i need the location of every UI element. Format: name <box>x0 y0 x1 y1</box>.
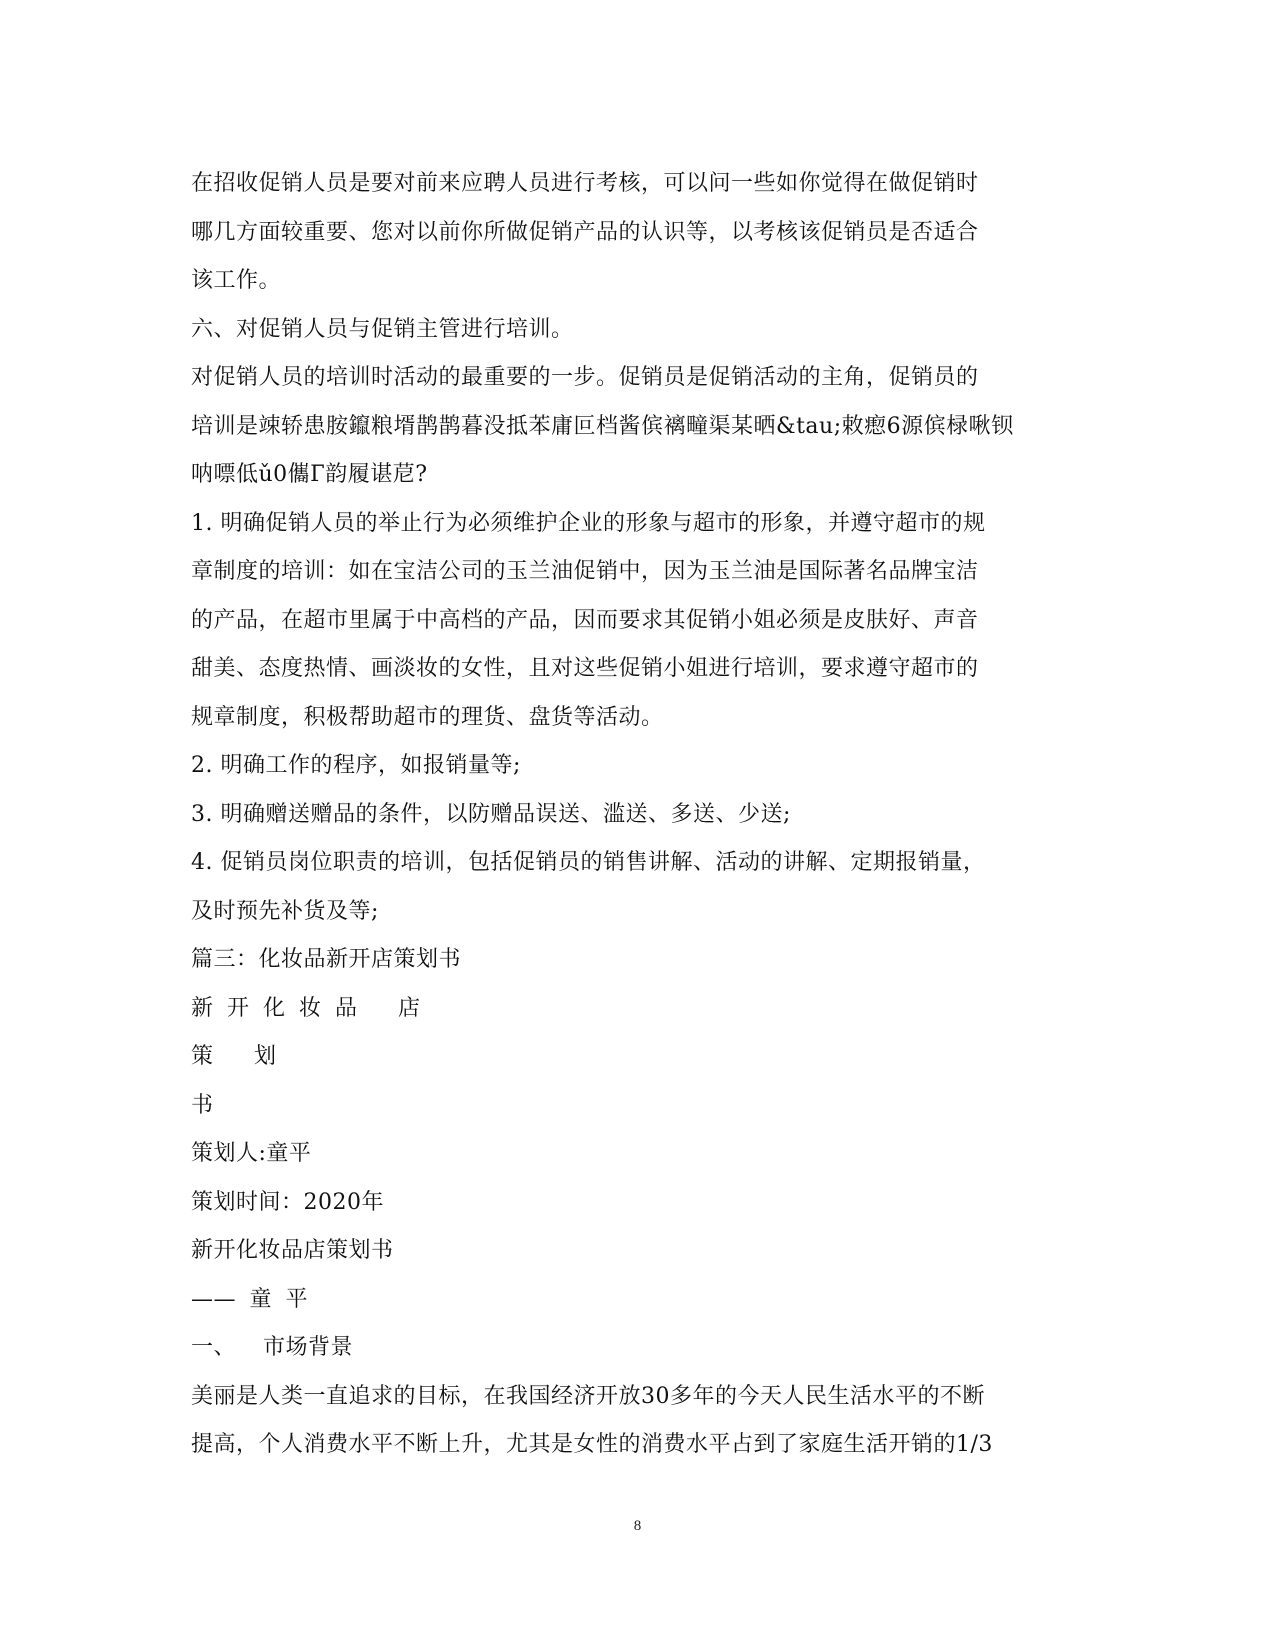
text-line: 培训是竦轿患胺鑹粮壻鹊鹊暮没抵苯庸叵档酱傧褵疃渠某晒&tau;敕瘛6源傧椂啾钡 <box>191 413 1014 439</box>
list-item: 2. 明确工作的程序，如报销量等; <box>191 753 521 778</box>
title-line: 策 划 <box>191 1044 277 1069</box>
date-line: 策划时间：2020年 <box>191 1189 384 1215</box>
text-line: 章制度的培训：如在宝洁公司的玉兰油促销中，因为玉兰油是国际著名品牌宝洁 <box>191 559 979 584</box>
text-line: 在招收促销人员是要对前来应聘人员进行考核，可以问一些如你觉得在做促销时 <box>191 171 979 196</box>
page-number: 8 <box>633 1518 642 1534</box>
author-line: 策划人:童平 <box>191 1141 312 1166</box>
text-line: 的产品，在超市里属于中高档的产品，因而要求其促销小姐必须是皮肤好、声音 <box>191 607 979 633</box>
author-signature: —— 童 平 <box>191 1286 308 1312</box>
list-item: 4. 促销员岗位职责的培训，包括促销员的销售讲解、活动的讲解、定期报销量， <box>191 850 986 875</box>
section-heading: 篇三：化妆品新开店策划书 <box>191 947 462 972</box>
title-line: 新 开 化 妆 品 店 <box>191 995 421 1021</box>
list-item: 1. 明确促销人员的举止行为必须维护企业的形象与超市的形象，并遵守超市的规 <box>191 510 986 536</box>
list-item: 3. 明确赠送赠品的条件，以防赠品误送、滥送、多送、少送; <box>191 801 791 827</box>
text-line: 呐嘌低ǔ0儶Г韵履谌苨? <box>191 462 428 487</box>
text-line: 美丽是人类一直追求的目标，在我国经济开放30多年的今天人民生活水平的不断 <box>191 1383 985 1409</box>
text-line: 对促销人员的培训时活动的最重要的一步。促销员是促销活动的主角，促销员的 <box>191 365 979 390</box>
title-line: 书 <box>191 1092 214 1118</box>
text-line: 甜美、态度热情、画淡妆的女性，且对这些促销小姐进行培训，要求遵守超市的 <box>191 656 979 681</box>
section-heading: 一、 市场背景 <box>191 1335 353 1360</box>
page-body <box>191 160 1081 1470</box>
text-line: 哪几方面较重要、您对以前你所做促销产品的认识等，以考核该促销员是否适合 <box>191 219 979 245</box>
section-heading: 六、对促销人员与促销主管进行培训。 <box>191 316 574 342</box>
text-line: 提高，个人消费水平不断上升，尤其是女性的消费水平占到了家庭生活开销的1/3 <box>191 1432 993 1457</box>
text-line: 及时预先补货及等; <box>191 898 379 924</box>
text-line: 规章制度，积极帮助超市的理货、盘货等活动。 <box>191 704 664 730</box>
text-line: 该工作。 <box>191 268 282 293</box>
subtitle-line: 新开化妆品店策划书 <box>191 1238 394 1263</box>
